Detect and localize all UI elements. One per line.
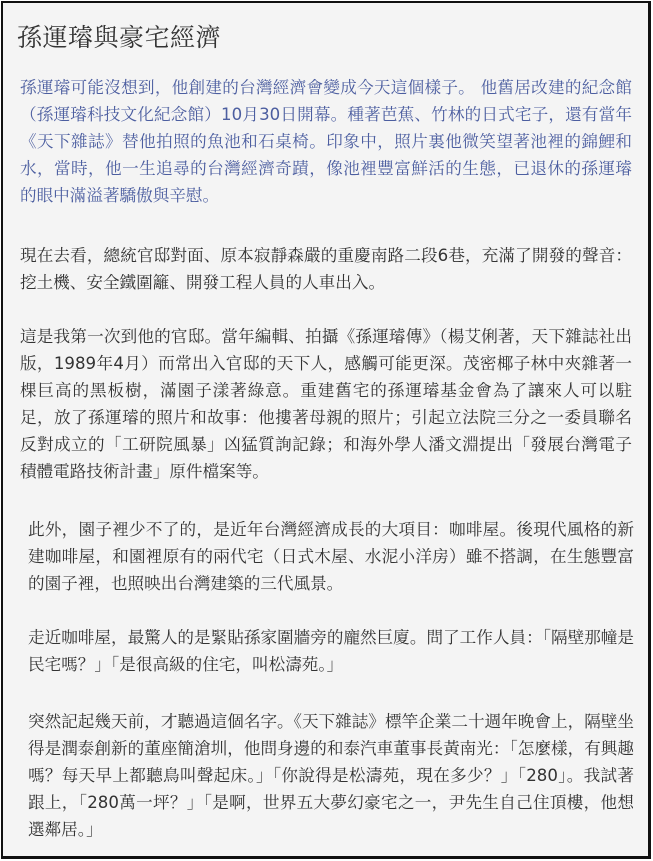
article-frame xyxy=(1,1,651,859)
paragraph-2: 現在去看，總統官邸對面、原本寂靜森嚴的重慶南路二段6巷，充滿了開發的聲音：挖土機、安全鐵圍籬、開發工程人員的人車出入。 xyxy=(20,246,632,292)
paragraph-4: 此外，園子裡少不了的，是近年台灣經濟成長的大項目：咖啡屋。後現代風格的新建咖啡屋，和園裡原有的兩代宅（日式木屋、水泥小洋房）雖不搭調，在生態豐富的園子裡，也照映出台灣建築的三代風景。 xyxy=(28,520,634,593)
paragraph-5: 走近咖啡屋，最驚人的是緊貼孫家圍牆旁的龐然巨廈。問了工作人員：「隔壁那幢是民宅嗎？」「是很高級的住宅，叫松濤苑。」 xyxy=(28,628,634,674)
article-title: 孫運璿與豪宅經濟 xyxy=(17,23,222,52)
paragraph-3: 這是我第一次到他的官邸。當年編輯、拍攝《孫運璿傳》（楊艾俐著，天下雜誌社出版，1989年4月）而常出入官邸的天下人，感觸可能更深。茂密椰子林中夾雜著一棵巨高的黑板樹，滿園子漾著綠意。重建舊宅的孫運璿基金會為了讓來人可以駐足，放了孫運璿的照片和故事：他摟著母親的照片；引起立法院三分之一委員聯名反對成立的「工研院風暴」凶猛質詢記錄；和海外學人潘文淵提出「發展台灣電子積體電路技術計畫」原件檔案等。 xyxy=(20,327,632,481)
paragraph-6: 突然記起幾天前，才聽過這個名字。《天下雜誌》標竿企業二十週年晚會上，隔壁坐得是潤泰創新的董座簡滄圳，他問身邊的和泰汽車董事長黃南光：「怎麼樣，有興趣嗎？每天早上都聽鳥叫聲起床。」「你說得是松濤苑，現在多少？」「280」。我試著跟上，「280萬一坪？」「是啊，世界五大夢幻豪宅之一，尹先生自己住頂樓，他想選鄰居。」 xyxy=(28,712,634,839)
paragraph-intro: 孫運璿可能沒想到，他創建的台灣經濟會變成今天這個樣子。 他舊居改建的紀念館（孫運璿科技文化紀念館）10月30日開幕。種著芭蕉、竹林的日式宅子，還有當年《天下雜誌》替他拍照的魚池和石桌椅。印象中，照片裏他微笑望著池裡的錦鯉和水，當時，他一生追尋的台灣經濟奇蹟，像池裡豐富鮮活的生態，已退休的孫運璿的眼中滿溢著驕傲與辛慰。 xyxy=(20,78,632,205)
